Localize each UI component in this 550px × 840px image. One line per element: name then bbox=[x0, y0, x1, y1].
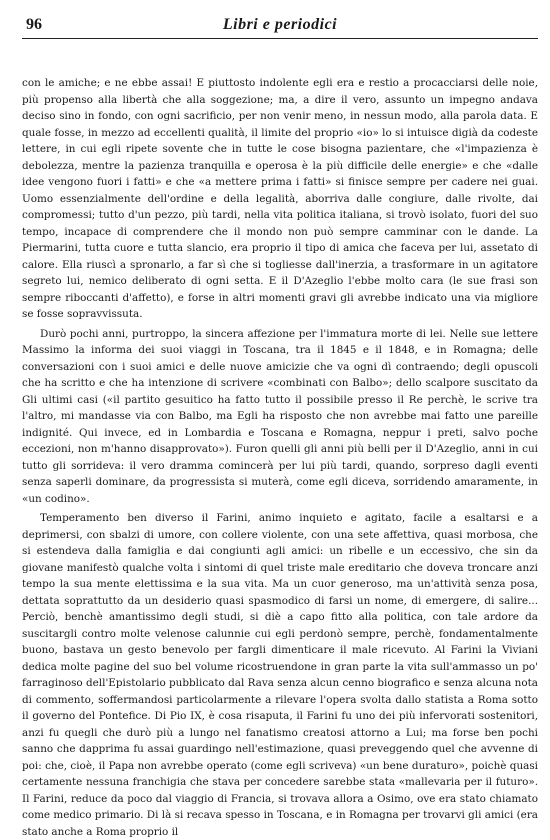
book-page bbox=[22, 14, 538, 840]
paragraph-3: Temperamento ben diverso il Farini, animo inquieto e agitato, facile a esaltarsi e a deprimersi, con sbalzi di umore, con collere violente, con una sete affettiva, quasi morbosa, che si estendeva dalla famiglia e dai congiunti agli amici: un ribelle e un eccessivo, che sin da giovane manifestò qualche volta i sintomi di quel triste male ereditario che doveva troncare anzi tempo la sua mente elettissima e la sua vita. Ma un cuor generoso, ma un'attività senza posa, dettata soprattutto da un desiderio quasi spasmodico di farsi un nome, di emergere, di salire... Perciò, benchè amantissimo degli studi, si diè a capo fitto alla politica, con tale ardore da suscitargli contro molte velenose calunnie cui egli perdonò sempre, perchè, fondamentalmente buono, bastava un gesto benevolo per fargli dimenticare il male ricevuto. Al Farini la Viviani dedica molte pagine del suo bel volume ricostruendone in gran parte la vita sull'ammasso un po' farraginoso dell'Epistolario pubblicato dal Rava senza alcun cenno biografico e senza alcuna nota di commento, soffermandosi particolarmente a rilevare l'opera svolta dallo statista a Roma sotto il governo del Pontefice. Di Pio IX, è cosa risaputa, il Farini fu uno dei più infervorati sostenitori, anzi fu quegli che durò più a lungo nel fanatismo creatosi attorno a Lui; ma forse ben pochi sanno che dapprima fu assai guardingo nell'estimazione, quasi preveggendo quel che avvenne di poi: che, cioè, il Papa non avrebbe operato (come egli scriveva) «un bene duraturo», poichè quasi certamente nessuna franchigia che stava per concedere sarebbe stata «mallevaria per il futuro». Il Farini, reduce da poco dal viaggio di Francia, si trovava allora a Osimo, ove era stato chiamato come medico primario. Di là si recava spesso in Toscana, e in Romagna per trovarvi gli amici (era stato anche a Roma proprio il bbox=[22, 512, 538, 838]
running-head bbox=[22, 14, 538, 39]
body-text bbox=[22, 75, 538, 840]
running-title: Libri e periodici bbox=[222, 16, 338, 33]
page-number: 96 bbox=[26, 16, 42, 33]
paragraph-2: Durò pochi anni, purtroppo, la sincera affezione per l'immatura morte di lei. Nelle sue lettere Massimo la informa dei suoi viaggi in Toscana, tra il 1845 e il 1848, e in Romagna; delle conversazioni con i suoi amici e delle nuove amicizie che va ogni dì contraendo; degli opuscoli che ha scritto e che ha intenzione di scrivere «combinati con Balbo»; dello scalpore suscitato da Gli ultimi casi («il partito gesuitico ha fatto tutto il possibile presso il Re perchè, le scrive tra l'altro, mi mandasse via con Balbo, ma Egli ha risposto che non avrebbe mai fatto une pareille indignité. Qui invece, ed in Lombardia e Toscana e Romagna, neppur i preti, salvo poche eccezioni, non m'hanno disapprovato»). Furon quelli gli anni più belli per il D'Azeglio, anni in cui tutto gli sorrideva: il vero dramma comincerà per lui più tardi, quando, sorpreso dagli eventi senza saperli dominare, da progressista si muterà, come egli diceva, sorridendo amaramente, in «un codino». bbox=[22, 327, 538, 505]
paragraph-1: con le amiche; e ne ebbe assai! E piuttosto indolente egli era e restio a procacciarsi delle noie, più propenso alla libertà che alla soggezione; ma, a dire il vero, assunto un impegno andava deciso sino in fondo, con ogni sacrificio, per non venir meno, in nessun modo, alla parola data. E quale fosse, in mezzo ad eccellenti qualità, il limite del proprio «io» lo si intuisce digià da codeste lettere, in cui egli ripete sovente che in tutte le cose bisogna pazientare, che «l'impazienza è debolezza, mentre la pazienza tranquilla e operosa è la più difficile delle energie» e che «dalle idee vengono fuori i fatti» e che «a mettere prima i fatti» si finisce sempre per cadere nei guai. Uomo essenzialmente dell'ordine e della legalità, aborriva dalle congiure, dalle rivolte, dai compromessi; tutto d'un pezzo, più tardi, nella vita politica italiana, si trovò isolato, fuori del suo tempo, incapace di comprendere che il mondo non può sempre camminar con le dande. La Piermarini, tutta cuore e tutta slancio, era proprio il tipo di amica che faceva per lui, assetato di calore. Ella riuscì a spronarlo, a far sì che si togliesse dall'inerzia, a trasformare in un agitatore segreto lui, nemico deliberato di ogni setta. E il D'Azeglio l'ebbe molto cara (le sue frasi son sempre riboccanti d'affetto), e forse in altri momenti gravi gli avrebbe indicato una via migliore se fosse sopravvissuta. bbox=[22, 77, 538, 320]
